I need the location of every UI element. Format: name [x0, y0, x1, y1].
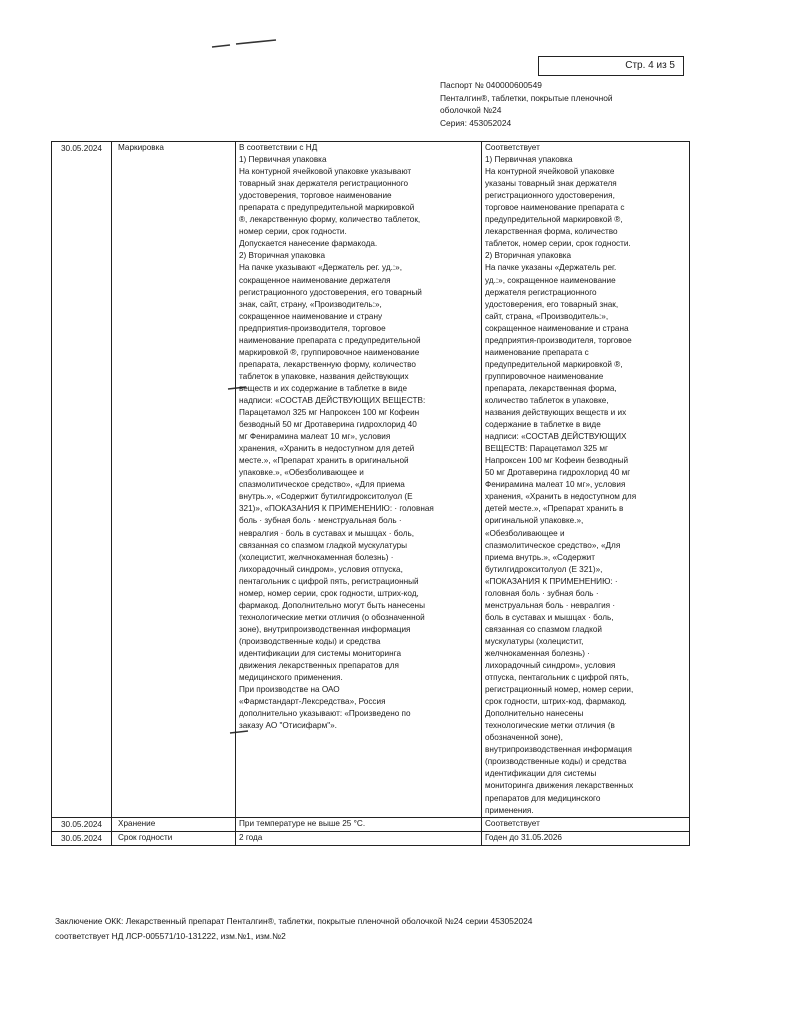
result-line: Напроксен 100 мг Кофеин безводный — [485, 456, 629, 466]
requirement-line: предприятия-производителя, торговое — [239, 323, 386, 333]
test-name: Срок годности — [112, 831, 236, 845]
requirement-line: сокращенное наименование и страну — [239, 311, 383, 321]
requirement-line: 2) Вторичная упаковка — [239, 251, 326, 261]
requirement-line: ®, лекарственную форму, количество таблеток, — [239, 215, 421, 225]
requirement-cell — [236, 142, 482, 818]
result-line: сайт, страна, «Производитель:», — [485, 311, 609, 321]
requirement-line: дополнительно указывают: «Произведено по — [239, 709, 411, 719]
table-row — [52, 142, 690, 818]
page-number: Стр. 4 из 5 — [538, 56, 684, 76]
result-line: технологические метки отличия (в — [485, 721, 615, 731]
test-date: 30.05.2024 — [52, 831, 112, 845]
result-line: Годен до 31.05.2026 — [485, 832, 562, 842]
requirement-line: При производстве на ОАО — [239, 685, 340, 695]
result-line: предупредительной маркировкой ®, — [485, 359, 623, 369]
requirement-line: фармакод. Дополнительно могут быть нанесены — [239, 600, 425, 610]
requirement-line: технологические метки отличия (о обозначенной — [239, 612, 425, 622]
quality-control-table — [51, 141, 690, 846]
requirement-line: товарный знак держателя регистрационного — [239, 179, 409, 189]
requirement-line: хранения, «Хранить в недоступном для детей — [239, 444, 415, 454]
result-line: На пачке указаны «Держатель рег. — [485, 263, 617, 273]
requirement-line: заказу АО "Отисифарм"». — [239, 721, 337, 731]
requirement-cell — [236, 817, 482, 831]
result-line: связанная со спазмом гладкой — [485, 624, 602, 634]
requirement-line: «Фармстандарт-Лексредства», Россия — [239, 697, 386, 707]
result-line: срок годности, штрих-код, фармакод. — [485, 697, 627, 707]
requirement-line: боль · зубная боль · менструальная боль · — [239, 516, 402, 526]
result-line: предприятия-производителя, торговое — [485, 335, 632, 345]
result-line: отпуска, пентагольник с цифрой пять, — [485, 673, 629, 683]
result-line: регистрационного удостоверения, — [485, 191, 615, 201]
test-date: 30.05.2024 — [52, 142, 112, 818]
requirement-line: (производственные коды) и средства — [239, 636, 381, 646]
requirement-line: движения лекарственных препаратов для — [239, 661, 399, 671]
requirement-line: Парацетамол 325 мг Напроксен 100 мг Кофеин — [239, 408, 420, 418]
result-line: сокращенное наименование и страна — [485, 323, 629, 333]
result-line: содержание в таблетке в виде — [485, 420, 601, 430]
requirement-line: На пачке указывают «Держатель рег. уд.:», — [239, 263, 402, 273]
result-line: группировочное наименование — [485, 371, 604, 381]
result-line: препаратов для медицинского — [485, 793, 601, 803]
result-line: «Обезболивающее и — [485, 528, 565, 538]
requirement-line: 1) Первичная упаковка — [239, 155, 327, 165]
requirement-line: мг Фенирамина малеат 10 мг», условия — [239, 432, 391, 442]
result-line: Соответствует — [485, 143, 540, 152]
result-line: удостоверения, его товарный знак, — [485, 299, 619, 309]
requirement-line: номер, номер серии, срок годности, штрих-код, — [239, 588, 419, 598]
requirement-line: удостоверения, торговое наименование — [239, 191, 392, 201]
requirement-line: внутрь.», «Содержит бутилгидрокситолуол (Е — [239, 492, 413, 502]
result-line: боль в суставах и мышцах · боль, — [485, 612, 614, 622]
test-date: 30.05.2024 — [52, 817, 112, 831]
result-line: регистрационный номер, номер серии, — [485, 685, 634, 695]
result-line: лихорадочный синдром», условия — [485, 661, 616, 671]
result-line: 50 мг Дротаверина гидрохлорид 40 мг — [485, 468, 631, 478]
requirement-line: В соответствии с НД — [239, 143, 318, 152]
requirement-line: упаковке.», «Обезболивающее и — [239, 468, 364, 478]
table-row — [52, 831, 690, 845]
result-line: бутилгидрокситолуол (Е 321)», — [485, 564, 603, 574]
result-line: хранения, «Хранить в недоступном для — [485, 492, 637, 502]
requirement-line: связанная со спазмом гладкой мускулатуры — [239, 540, 408, 550]
requirement-line: На контурной ячейковой упаковке указывают — [239, 167, 412, 177]
result-line: применения. — [485, 805, 534, 815]
result-cell — [482, 142, 690, 818]
passport-number: Паспорт № 040000600549 — [440, 80, 542, 90]
requirement-cell — [236, 831, 482, 845]
result-line: обозначенной зоне), — [485, 733, 563, 743]
requirement-line: маркировкой ®, группировочное наименование — [239, 347, 420, 357]
result-line: идентификации для системы — [485, 769, 597, 779]
result-line: торговое наименование препарата с — [485, 203, 625, 213]
requirement-line: идентификации для системы мониторинга — [239, 648, 402, 658]
result-line: держателя регистрационного — [485, 287, 597, 297]
result-line: мониторинга движения лекарственных — [485, 781, 634, 791]
result-line: количество таблеток в упаковке, — [485, 395, 609, 405]
result-line: (производственные коды) и средства — [485, 757, 627, 767]
requirement-line: таблеток в упаковке, названия действующих — [239, 371, 409, 381]
result-line: 1) Первичная упаковка — [485, 155, 573, 165]
table-row — [52, 817, 690, 831]
passport-block — [440, 79, 613, 129]
result-line: менструальная боль · невралгия · — [485, 600, 616, 610]
requirement-line: 321)», «ПОКАЗАНИЯ К ПРИМЕНЕНИЮ: · головная — [239, 504, 434, 514]
result-line: Дополнительно нанесены — [485, 709, 584, 719]
requirement-line: При температуре не выше 25 °С. — [239, 818, 366, 828]
conclusion — [55, 914, 532, 944]
result-line: уд.:», сокращенное наименование — [485, 275, 616, 285]
result-line: наименование препарата с — [485, 347, 589, 357]
result-line: препарата, лекарственная форма, — [485, 383, 617, 393]
result-line: таблеток, номер серии, срок годности. — [485, 239, 631, 249]
result-line: Фенирамина малеат 10 мг», условия — [485, 480, 626, 490]
result-line: приема внутрь.», «Содержит — [485, 552, 596, 562]
result-cell — [482, 831, 690, 845]
requirement-line: спазмолитическое средство», «Для приема — [239, 480, 405, 490]
result-line: надписи: «СОСТАВ ДЕЙСТВУЮЩИХ — [485, 432, 627, 442]
requirement-line: месте.», «Препарат хранить в оригинальной — [239, 456, 409, 466]
requirement-line: пентагольник с цифрой пять, регистрационный — [239, 576, 419, 586]
requirement-line: (холецистит, желчнокаменная болезнь) · — [239, 552, 394, 562]
result-line: лекарственная форма, количество — [485, 227, 618, 237]
result-line: На контурной ячейковой упаковке — [485, 167, 615, 177]
result-line: желчнокаменная болезнь) · — [485, 648, 590, 658]
requirement-line: номер серии, срок годности. — [239, 227, 347, 237]
requirement-line: надписи: «СОСТАВ ДЕЙСТВУЮЩИХ ВЕЩЕСТВ: — [239, 395, 426, 405]
test-name: Маркировка — [112, 142, 236, 818]
requirement-line: 2 года — [239, 832, 263, 842]
requirement-line: препарата с предупредительной маркировкой — [239, 203, 415, 213]
test-name: Хранение — [112, 817, 236, 831]
requirement-line: медицинского применения. — [239, 673, 343, 683]
result-line: спазмолитическое средство», «Для — [485, 540, 621, 550]
result-line: головная боль · зубная боль · — [485, 588, 599, 598]
product-form: оболочкой №24 — [440, 105, 502, 116]
result-line: названия действующих веществ и их — [485, 408, 627, 418]
result-cell — [482, 817, 690, 831]
requirement-line: наименование препарата с предупредительной — [239, 335, 421, 345]
requirement-line: безводный 50 мг Дротаверина гидрохлорид 40 — [239, 420, 417, 430]
requirement-line: Допускается нанесение фармакода. — [239, 239, 378, 249]
requirement-line: регистрационного удостоверения, его товарный — [239, 287, 422, 297]
conclusion-line: соответствует НД ЛСР-005571/10-131222, изм.№1, изм.№2 — [55, 931, 286, 941]
result-line: ВЕЩЕСТВ: Парацетамол 325 мг — [485, 444, 608, 454]
conclusion-line: Заключение ОКК: Лекарственный препарат Пенталгин®, таблетки, покрытые пленочной оболочкой №24 серии 453052024 — [55, 916, 533, 926]
result-line: детей месте.», «Препарат хранить в — [485, 504, 624, 514]
result-line: «ПОКАЗАНИЯ К ПРИМЕНЕНИЮ: · — [485, 576, 618, 586]
scan-mark — [210, 38, 280, 50]
requirement-line: зоне), внутрипроизводственная информация — [239, 624, 411, 634]
result-line: оригинальной упаковке.», — [485, 516, 584, 526]
requirement-line: веществ и их содержание в таблетке в виде — [239, 383, 408, 393]
result-line: указаны товарный знак держателя — [485, 179, 617, 189]
result-line: мускулатуры (холецистит, — [485, 636, 584, 646]
requirement-line: знак, сайт, страну, «Производитель:», — [239, 299, 382, 309]
product-name: Пенталгин®, таблетки, покрытые пленочной — [440, 92, 613, 103]
batch-number: Серия: 453052024 — [440, 117, 512, 128]
result-line: Соответствует — [485, 818, 540, 828]
requirement-line: препарата, лекарственную форму, количество — [239, 359, 416, 369]
requirement-line: лихорадочный синдром», условия отпуска, — [239, 564, 403, 574]
result-line: внутрипроизводственная информация — [485, 745, 632, 755]
result-line: 2) Вторичная упаковка — [485, 251, 572, 261]
result-line: предупредительной маркировкой ®, — [485, 215, 623, 225]
requirement-line: сокращенное наименование держателя — [239, 275, 391, 285]
requirement-line: невралгия · боль в суставах и мышцах · боль, — [239, 528, 415, 538]
